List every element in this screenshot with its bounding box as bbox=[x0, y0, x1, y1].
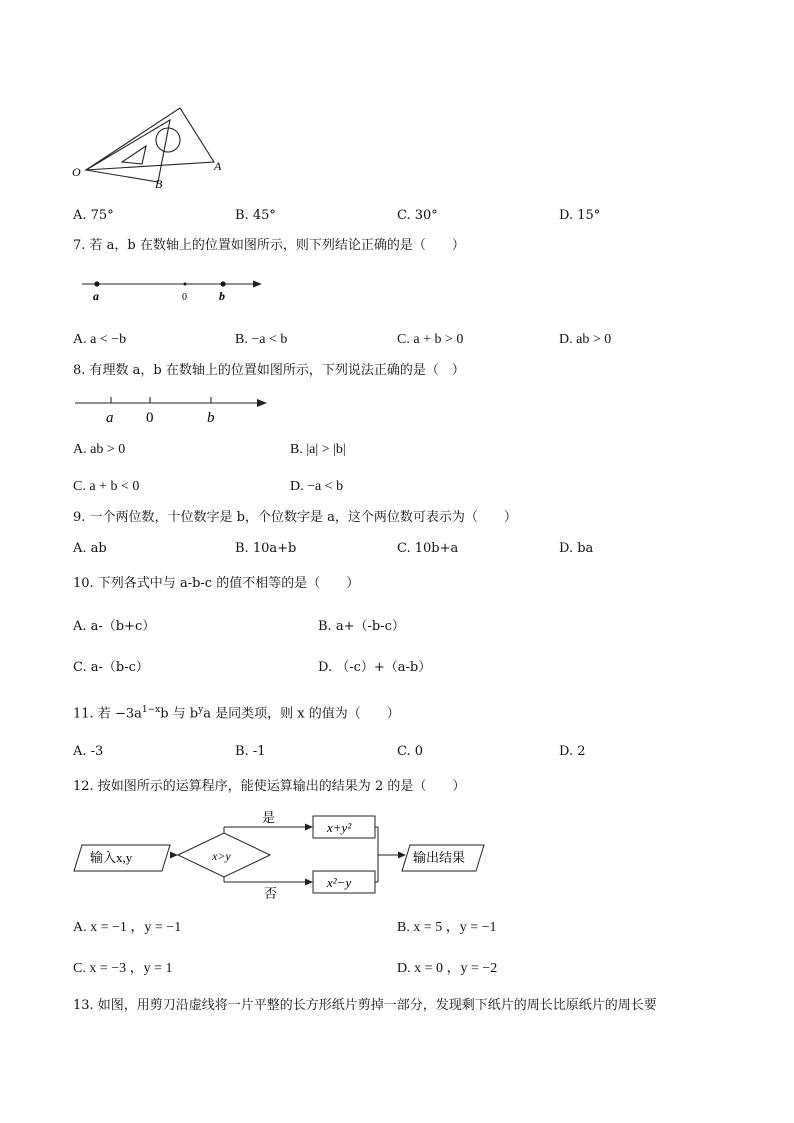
q7-axis-zero: 0 bbox=[182, 292, 187, 303]
label-b: B bbox=[155, 177, 163, 191]
q12-option-b: B. x = 5 ，y = −1 bbox=[397, 920, 497, 935]
q8-option-b: B. |a| > |b| bbox=[290, 442, 346, 457]
q9-option-b: B. 10a+b bbox=[235, 541, 297, 556]
flow-condition-label: x>y bbox=[212, 849, 231, 863]
q9-option-c: C. 10b+a bbox=[397, 541, 459, 556]
q11-stem-mid: b 与 b bbox=[160, 706, 199, 722]
q12-stem: 12. 按如图所示的运算程序，能使运算输出的结果为 2 的是（ ） bbox=[73, 779, 466, 794]
q12-option-a: A. x = −1 ，y = −1 bbox=[73, 920, 182, 935]
q7-stem: 7. 若 a，b 在数轴上的位置如图所示，则下列结论正确的是（ ） bbox=[73, 238, 465, 253]
q11-stem-sup2: y bbox=[198, 705, 204, 715]
q6-option-a: A. 75° bbox=[73, 208, 114, 223]
q10-option-b: B. a+（-b-c） bbox=[318, 619, 405, 634]
flow-bottom-box-label: x²−y bbox=[327, 875, 352, 890]
q11-stem-sup1: 1−x bbox=[141, 705, 161, 715]
q7-axis-a: a bbox=[93, 289, 99, 303]
q12-option-c: C. x = −3 ，y = 1 bbox=[73, 961, 173, 976]
label-o: O bbox=[72, 165, 81, 179]
flow-no-label: 否 bbox=[264, 886, 278, 901]
q11-option-b: B. -1 bbox=[235, 744, 266, 759]
q11-option-a: A. -3 bbox=[73, 744, 104, 759]
q13-stem: 13. 如图，用剪刀沿虚线将一片平整的长方形纸片剪掉一部分，发现剩下纸片的周长比原纸片的周长要 bbox=[73, 998, 657, 1013]
q7-option-d: D. ab > 0 bbox=[559, 332, 612, 347]
q11-stem-post: a 是同类项，则 x 的值为（ ） bbox=[203, 706, 400, 722]
q11-stem-pre: 11. 若 −3a bbox=[73, 706, 142, 722]
q6-option-b: B. 45° bbox=[235, 208, 276, 223]
q8-stem: 8. 有理数 a，b 在数轴上的位置如图所示，下列说法正确的是（ ） bbox=[73, 363, 465, 378]
q7-option-a: A. a < −b bbox=[73, 332, 127, 347]
q8-option-c: C. a + b < 0 bbox=[73, 479, 140, 494]
q8-option-a: A. ab > 0 bbox=[73, 442, 126, 457]
flow-top-box-label: x+y² bbox=[327, 820, 352, 835]
q8-axis-b: b bbox=[207, 410, 215, 426]
q7-option-c: C. a + b > 0 bbox=[397, 332, 464, 347]
q6-option-c: C. 30° bbox=[397, 208, 438, 223]
q8-axis-zero: 0 bbox=[146, 410, 154, 426]
flow-yes-label: 是 bbox=[262, 810, 276, 825]
q12-option-d: D. x = 0 ，y = −2 bbox=[397, 961, 498, 976]
q10-stem: 10. 下列各式中与 a-b-c 的值不相等的是（ ） bbox=[73, 576, 360, 591]
q11-option-c: C. 0 bbox=[397, 744, 424, 759]
q7-axis-b: b bbox=[219, 289, 225, 303]
q8-option-d: D. −a < b bbox=[290, 479, 344, 494]
q6-option-d: D. 15° bbox=[559, 208, 601, 223]
flow-input-label: 输入x,y bbox=[90, 850, 133, 865]
q8-axis-a: a bbox=[106, 410, 114, 426]
q10-option-c: C. a-（b-c） bbox=[73, 660, 149, 675]
q9-option-a: A. ab bbox=[73, 541, 107, 556]
label-a: A bbox=[214, 159, 222, 173]
q9-option-d: D. ba bbox=[559, 541, 594, 556]
q10-option-a: A. a-（b+c） bbox=[73, 619, 156, 634]
q7-option-b: B. −a < b bbox=[235, 332, 288, 347]
q10-option-d: D. （-c）+（a-b） bbox=[318, 660, 432, 675]
flow-output-label: 输出结果 bbox=[413, 850, 466, 865]
q11-option-d: D. 2 bbox=[559, 744, 586, 759]
q9-stem: 9. 一个两位数，十位数字是 b，个位数字是 a，这个两位数可表示为（ ） bbox=[73, 510, 517, 525]
